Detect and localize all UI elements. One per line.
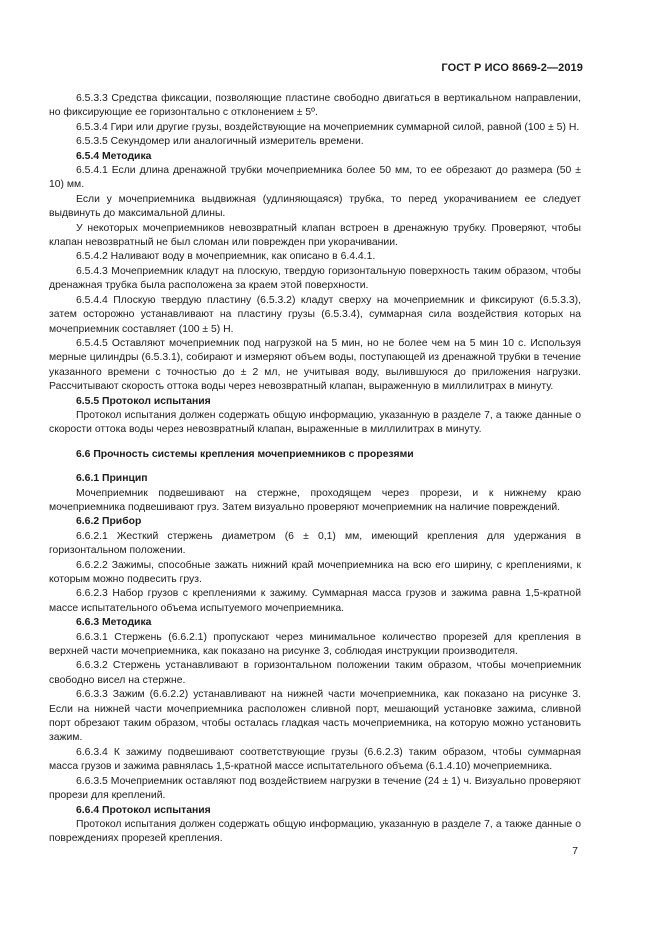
section-heading: 6.6.1 Принцип [76, 473, 148, 485]
paragraph: 6.5.3.3 Средства фиксации, позволяющие пластине свободно двигаться в вертикальном направлении, но фиксирующие ее горизонтально с отклонением ± 5º. [49, 93, 581, 119]
paragraph: 6.6.2.1 Жесткий стержень диаметром (6 ± 0,1) мм, имеющий крепления для удержания в горизонтальном положении. [49, 530, 581, 557]
paragraph: 6.6.3.1 Стержень (6.6.2.1) пропускают через минимальное количество прорезей для крепления в верхней части мочеприемника, как показано на рисунке 3, соблюдая инструкции производителя. [49, 631, 581, 658]
paragraph: Мочеприемник подвешивают на стержне, проходящем через прорези, и к нижнему краю мочеприемника подвешивают груз. Затем визуально проверяют мочеприемник на наличие повреждений. [49, 487, 581, 513]
paragraph: 6.5.4.3 Мочеприемник кладут на плоскую, твердую горизонтальную поверхность таким образом, чтобы дренажная трубка была расположена за краем этой поверхности. [49, 265, 581, 292]
section-heading: 6.6 Прочность системы крепления мочеприемников с прорезями [76, 448, 414, 460]
paragraph: Протокол испытания должен содержать общую информацию, указанную в разделе 7, а также данные о скорости оттока воды через невозвратный клапан, выраженные в миллилитрах в минуту. [49, 409, 581, 436]
paragraph: 6.6.2.3 Набор грузов с креплениями к зажиму. Суммарная масса грузов и зажима равна 1,5-кратной массе испытательного объема испытуемого мочеприемника. [49, 588, 581, 614]
paragraph: 6.6.3.2 Стержень устанавливают в горизонтальном положении таким образом, чтобы мочеприемник свободно висел на стержне. [49, 660, 581, 686]
section-heading: 6.5.4 Методика [76, 150, 152, 162]
spacer [49, 462, 581, 472]
document-body [49, 92, 581, 847]
paragraph: 6.5.4.4 Плоскую твердую пластину (6.5.3.2) кладут сверху на мочеприемник и фиксируют (6.5.3.3), затем осторожно устанавливают на пластину грузы (6.5.3.4), суммарная сила воздействия которых на мочеприемник составляет (100 ± 5) Н. [49, 294, 581, 335]
paragraph: 6.5.4.1 Если длина дренажной трубки мочеприемника более 50 мм, то ее обрезают до размера (50 ± 10) мм. [49, 165, 581, 191]
document-header: ГОСТ Р ИСО 8669-2—2019 [441, 62, 583, 74]
paragraph: 6.5.4.5 Оставляют мочеприемник под нагрузкой на 5 мин, но не более чем на 5 мин 10 с. Используя мерные цилиндры (6.5.3.1), собирают и измеряют объем воды, поступающей из дренажной трубки в течение указанного времени с точностью до ± 2 мл, не учитывая воду, вылившуюся до приложения нагрузки. Рассчитывают скорость оттока воды через невозвратный клапан, выраженную в миллилитрах в минуту. [49, 337, 581, 393]
section-heading: 6.6.4 Протокол испытания [76, 804, 211, 816]
paragraph: У некоторых мочеприемников невозвратный клапан встроен в дренажную трубку. Проверяют, чтобы клапан невозвратный не был сломан или поврежден при укорачивании. [49, 222, 581, 249]
spacer [49, 438, 581, 448]
section-heading: 6.6.2 Прибор [76, 516, 142, 528]
paragraph: 6.5.4.2 Наливают воду в мочеприемник, как описано в 6.4.4.1. [76, 251, 376, 263]
section-heading: 6.6.3 Методика [76, 617, 152, 629]
paragraph: 6.6.3.3 Зажим (6.6.2.2) устанавливают на нижней части мочеприемника, как показано на рисунке 3. Если на нижней части мочеприемника расположен сливной порт, мешающий установке зажима, сливной порт обрезают таким образом, чтобы осталась гладкая часть мочеприемника, на которую можно установить зажим. [49, 689, 581, 744]
section-heading: 6.5.5 Протокол испытания [76, 395, 211, 407]
paragraph: 6.6.2.2 Зажимы, способные зажать нижний край мочеприемника на всю его ширину, с креплениями, к которым можно подвесить груз. [49, 559, 581, 585]
paragraph: 6.5.3.4 Гири или другие грузы, воздействующие на мочеприемник суммарной силой, равной (100 ± 5) Н. [76, 121, 580, 133]
paragraph: 6.6.3.4 К зажиму подвешивают соответствующие грузы (6.6.2.3) таким образом, чтобы суммарная масса грузов и зажима равнялась 1,5-кратной массе испытательного объема (6.1.4.10) мочеприемника. [49, 746, 581, 773]
paragraph: Если у мочеприемника выдвижная (удлиняющаяся) трубка, то перед укорачиванием ее следует выдвинуть до максимальной длины. [49, 193, 581, 220]
paragraph: Протокол испытания должен содержать общую информацию, указанную в разделе 7, а также данные о повреждениях прорезей крепления. [49, 818, 581, 845]
paragraph: 6.5.3.5 Секундомер или аналогичный измеритель времени. [76, 136, 364, 148]
paragraph: 6.6.3.5 Мочеприемник оставляют под воздействием нагрузки в течение (24 ± 1) ч. Визуально проверяют прорези для креплений. [49, 775, 581, 802]
page-number: 7 [572, 846, 578, 857]
